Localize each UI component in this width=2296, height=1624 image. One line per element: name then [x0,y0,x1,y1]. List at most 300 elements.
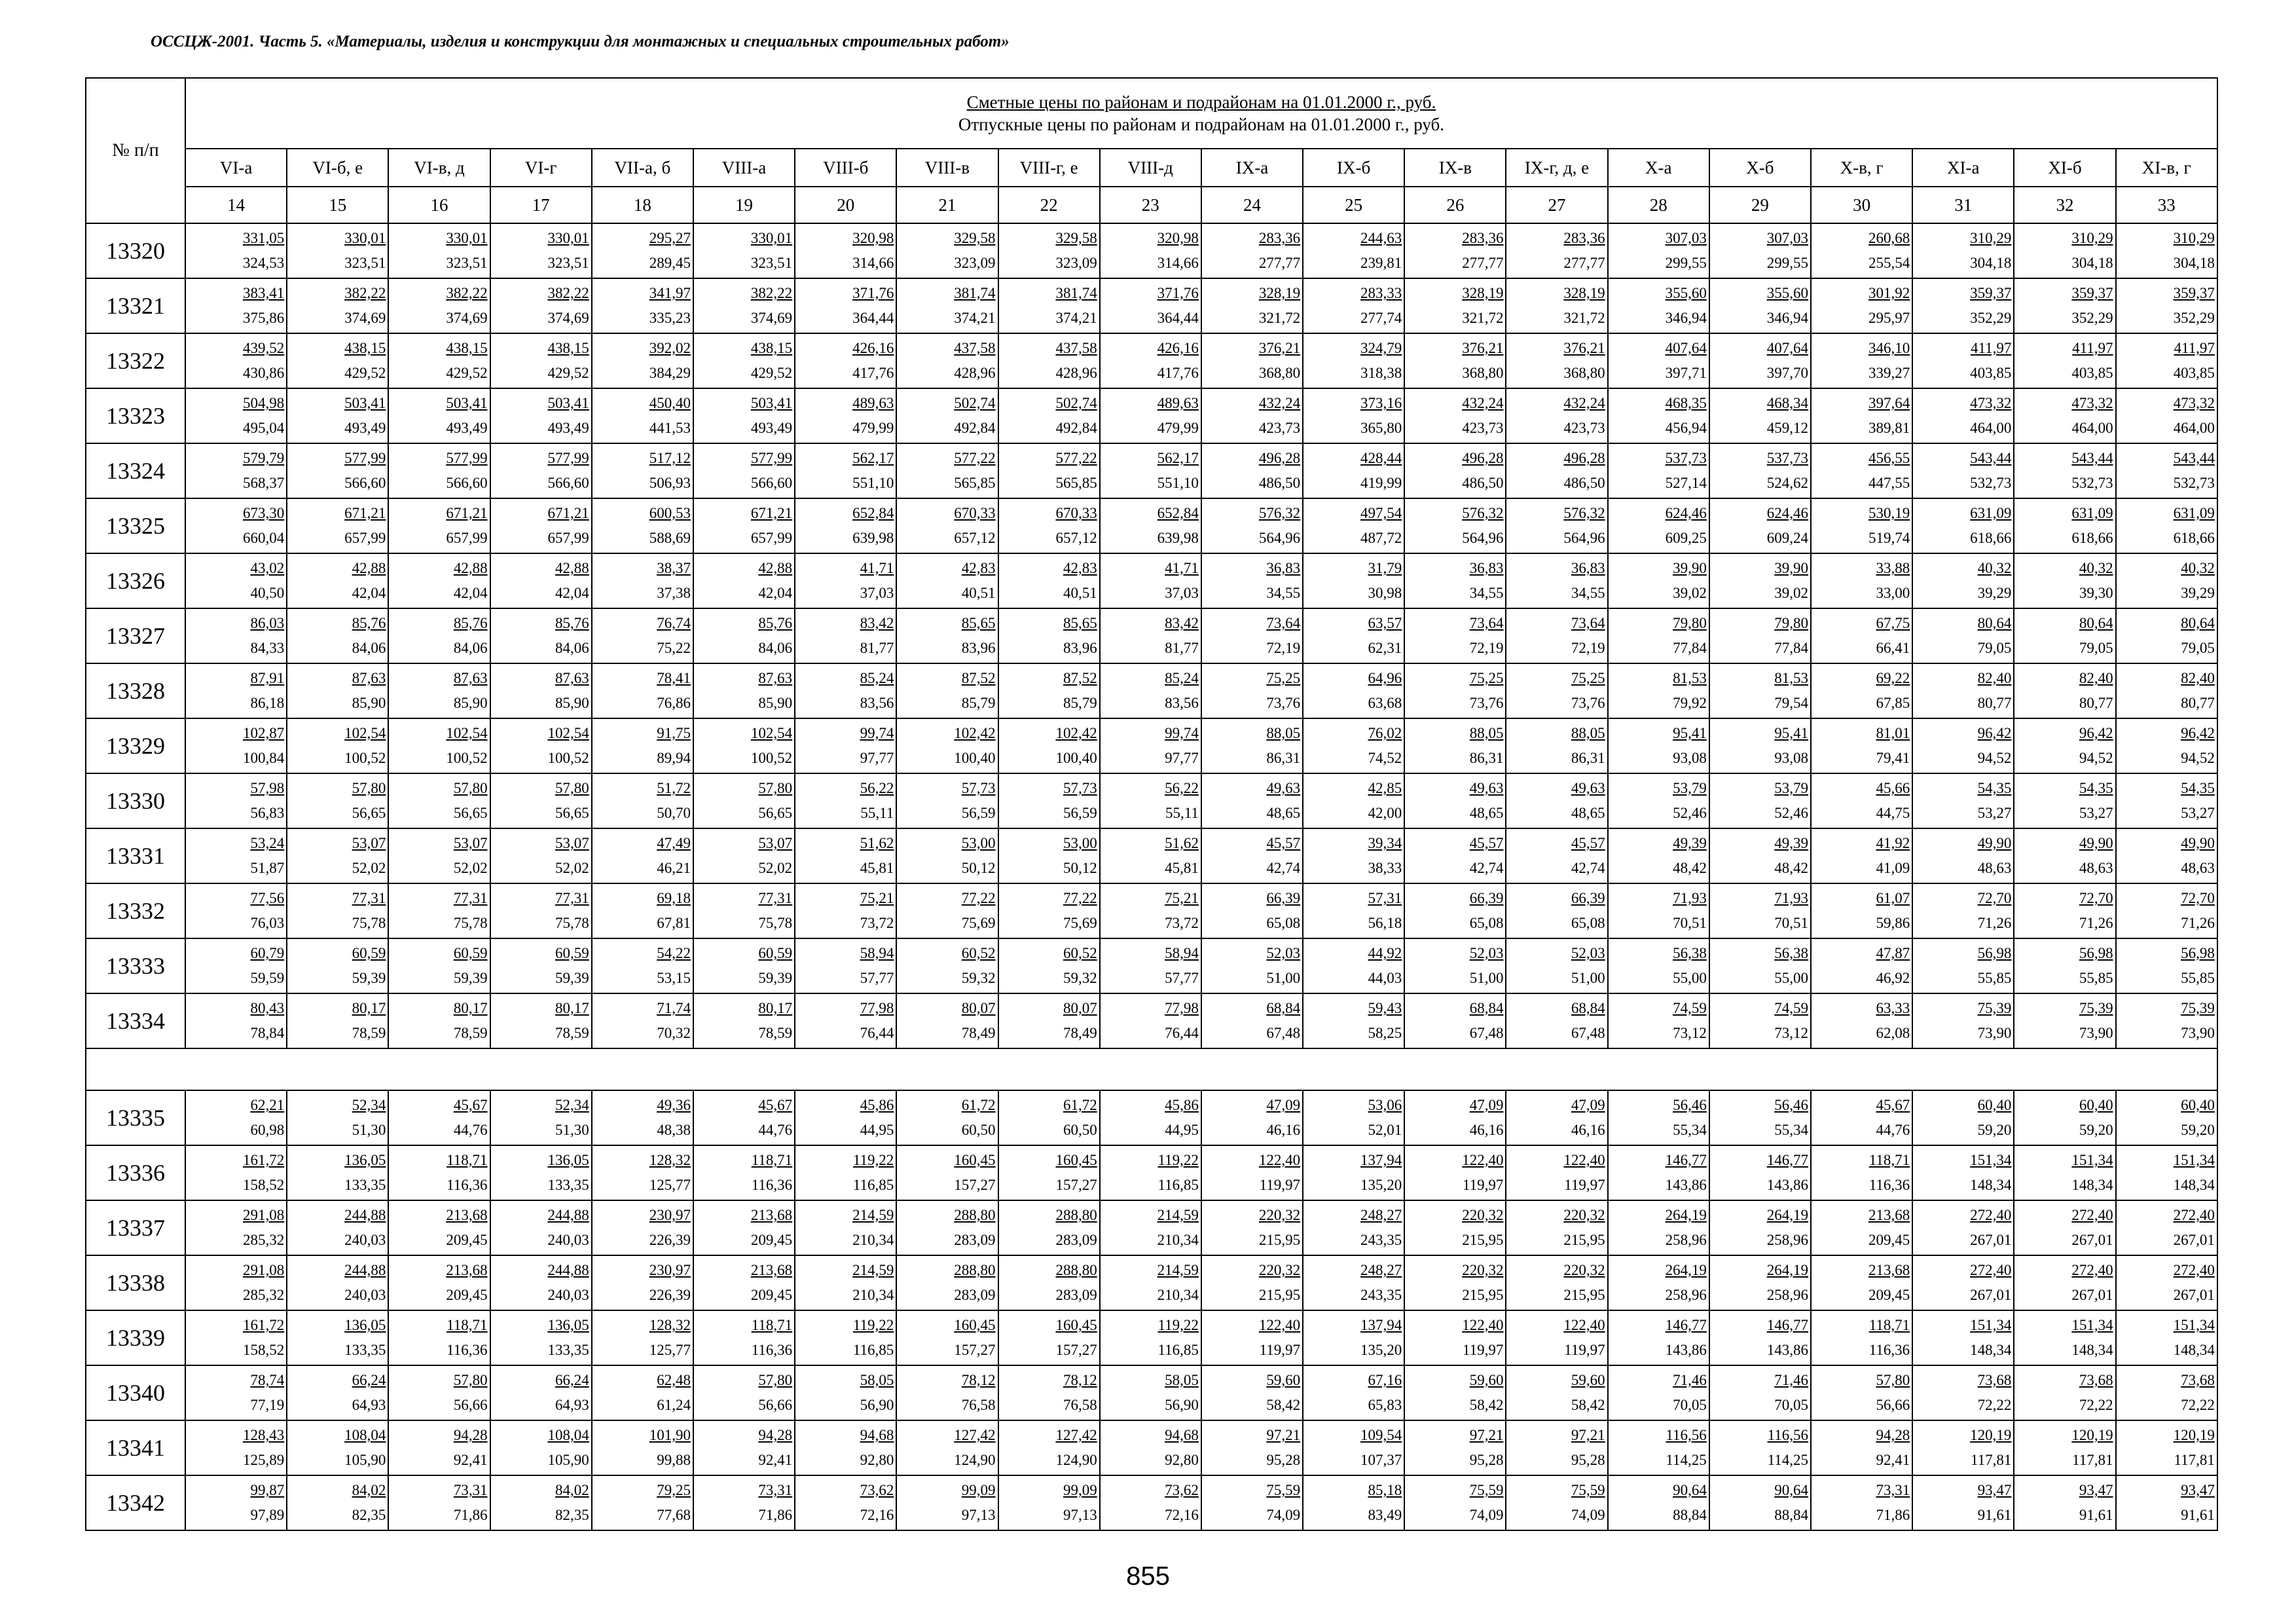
release-price: 44,03 [1368,970,1402,986]
release-price: 53,27 [1977,805,2012,821]
estimated-price: 49,36 [657,1097,691,1113]
price-cell [1100,1475,1201,1530]
estimated-price: 331,05 [242,230,285,246]
release-price: 84,06 [352,640,386,656]
estimated-price: 151,34 [2071,1317,2113,1333]
release-price: 657,99 [344,530,386,546]
estimated-price: 392,02 [649,340,691,356]
estimated-price: 151,34 [1970,1317,2012,1333]
price-cell [2014,223,2115,278]
release-price: 51,00 [1469,970,1504,986]
price-cell [592,553,693,608]
estimated-price: 355,60 [1766,285,1808,301]
price-cell [388,278,490,333]
estimated-price: 214,59 [852,1207,894,1223]
price-cell [1709,1145,1811,1200]
estimated-price: 128,43 [242,1427,285,1443]
estimated-price: 161,72 [242,1152,285,1168]
estimated-price: 128,32 [649,1152,691,1168]
price-cell [998,278,1100,333]
estimated-price: 359,37 [1970,285,2012,301]
estimated-price: 57,80 [352,780,386,796]
release-price: 79,05 [2079,640,2113,656]
estimated-price: 577,22 [1055,450,1097,466]
estimated-price: 75,25 [1469,670,1504,686]
release-price: 92,41 [453,1452,488,1468]
release-price: 226,39 [649,1287,691,1303]
release-price: 76,58 [1063,1397,1097,1413]
price-cell [998,773,1100,828]
estimated-price: 376,21 [1563,340,1605,356]
release-price: 258,96 [1766,1232,1808,1248]
price-cell [1303,828,1404,883]
estimated-price: 77,22 [1063,890,1097,906]
estimated-price: 136,05 [344,1152,386,1168]
price-cell [2014,1090,2115,1145]
release-price: 323,51 [344,255,386,271]
price-cell [1608,1200,1709,1255]
release-price: 657,99 [547,530,589,546]
price-cell [1912,883,2014,938]
estimated-price: 52,03 [1469,945,1504,961]
release-price: 285,32 [242,1287,285,1303]
release-price: 51,00 [1571,970,1605,986]
release-price: 423,73 [1563,420,1605,436]
price-cell [490,1145,592,1200]
price-cell [490,1255,592,1310]
release-price: 92,80 [860,1452,894,1468]
estimated-price: 41,92 [1876,835,1910,851]
estimated-price: 146,77 [1766,1152,1808,1168]
release-price: 52,01 [1368,1122,1402,1138]
estimated-price: 146,77 [1766,1317,1808,1333]
price-cell [1608,773,1709,828]
estimated-price: 136,05 [547,1317,589,1333]
price-cell [2014,1475,2115,1530]
estimated-price: 84,02 [352,1482,386,1498]
price-cell [2014,333,2115,388]
release-price: 368,80 [1258,365,1301,381]
price-cell [388,883,490,938]
release-price: 97,89 [250,1507,285,1523]
release-price: 283,09 [1055,1287,1097,1303]
price-cell [1912,333,2014,388]
price-cell [490,1200,592,1255]
price-cell [1201,333,1303,388]
price-cell [1404,1090,1506,1145]
row-code: 13330 [86,773,185,828]
estimated-price: 264,19 [1665,1207,1707,1223]
estimated-price: 359,37 [2071,285,2113,301]
price-cell [1709,773,1811,828]
estimated-price: 96,42 [2079,725,2113,741]
price-cell [2116,1475,2217,1530]
release-price: 430,86 [242,365,285,381]
estimated-price: 56,46 [1774,1097,1808,1113]
price-cell [1608,498,1709,553]
estimated-price: 537,73 [1766,450,1808,466]
price-cell [1303,938,1404,993]
release-price: 618,66 [2071,530,2113,546]
release-price: 51,30 [352,1122,386,1138]
release-price: 65,83 [1368,1397,1402,1413]
estimated-price: 90,64 [1673,1482,1707,1498]
release-price: 429,52 [344,365,386,381]
price-cell [1303,1310,1404,1365]
estimated-price: 230,97 [649,1207,691,1223]
release-price: 114,25 [1666,1452,1707,1468]
price-cell [388,828,490,883]
table-row [86,883,2217,938]
estimated-price: 59,60 [1469,1372,1504,1388]
release-price: 267,01 [1970,1232,2012,1248]
release-price: 116,36 [446,1342,488,1358]
price-cell [795,498,896,553]
release-price: 82,35 [555,1507,589,1523]
header-row-title [86,78,2217,149]
release-price: 239,81 [1360,255,1402,271]
district-header: X-б [1709,149,1811,187]
release-price: 429,52 [547,365,589,381]
release-price: 94,52 [2079,750,2113,766]
table-row [86,443,2217,498]
price-cell [592,498,693,553]
estimated-price: 382,22 [446,285,488,301]
release-price: 64,93 [352,1397,386,1413]
price-cell [1201,608,1303,663]
estimated-price: 543,44 [2173,450,2215,466]
estimated-price: 473,32 [1970,395,2012,411]
price-cell [2116,333,2217,388]
price-cell [1811,938,1912,993]
estimated-price: 49,63 [1469,780,1504,796]
price-cell [896,773,998,828]
release-price: 100,52 [750,750,793,766]
estimated-price: 36,83 [1266,560,1301,576]
price-cell [1811,993,1912,1048]
price-cell [490,1420,592,1475]
release-price: 59,20 [1977,1122,2012,1138]
estimated-price: 160,45 [1055,1152,1097,1168]
release-price: 428,96 [1055,365,1097,381]
price-cell [896,333,998,388]
price-cell [287,1420,388,1475]
price-cell [896,993,998,1048]
release-price: 63,68 [1368,695,1402,711]
price-cell [795,718,896,773]
estimated-price: 76,02 [1368,725,1402,741]
title-release-prices: Отпускные цены по районам и подрайонам на 01.01.2000 г., руб. [958,115,1444,134]
release-price: 67,48 [1571,1025,1605,1041]
release-price: 48,63 [2079,860,2113,876]
release-price: 158,52 [242,1177,285,1193]
estimated-price: 56,98 [1977,945,2012,961]
release-price: 532,73 [2071,475,2113,491]
price-cell [287,773,388,828]
release-price: 283,09 [954,1232,996,1248]
estimated-price: 57,73 [961,780,996,796]
release-price: 72,16 [1165,1507,1199,1523]
estimated-price: 504,98 [242,395,285,411]
price-cell [2014,663,2115,718]
district-header: VI-в, д [388,149,490,187]
release-price: 566,60 [344,475,386,491]
estimated-price: 42,83 [961,560,996,576]
estimated-price: 56,98 [2181,945,2215,961]
estimated-price: 51,62 [860,835,894,851]
release-price: 339,27 [1868,365,1910,381]
price-cell [693,333,795,388]
price-cell [896,1255,998,1310]
release-price: 267,01 [1970,1287,2012,1303]
release-price: 157,27 [1055,1177,1097,1193]
price-cell [1100,223,1201,278]
price-cell [1404,278,1506,333]
estimated-price: 85,65 [1063,615,1097,631]
row-code: 13339 [86,1310,185,1365]
row-code: 13333 [86,938,185,993]
price-cell [1912,223,2014,278]
release-price: 375,86 [242,310,285,326]
price-cell [1303,1365,1404,1420]
estimated-price: 88,05 [1266,725,1301,741]
price-cell [2116,993,2217,1048]
estimated-price: 432,24 [1462,395,1504,411]
column-number: 15 [287,187,388,223]
release-price: 417,76 [852,365,894,381]
price-cell [388,1310,490,1365]
price-cell [693,1090,795,1145]
column-number: 19 [693,187,795,223]
price-cell [896,553,998,608]
release-price: 56,18 [1368,915,1402,931]
price-cell [998,443,1100,498]
release-price: 92,80 [1165,1452,1199,1468]
price-cell [693,1255,795,1310]
estimated-price: 120,19 [1970,1427,2012,1443]
release-price: 124,90 [954,1452,996,1468]
estimated-price: 432,24 [1258,395,1301,411]
price-cell [592,883,693,938]
price-cell [2116,608,2217,663]
title-estimated-prices: Сметные цены по районам и подрайонам на 01.01.2000 г., руб. [966,92,1436,112]
release-price: 125,89 [242,1452,285,1468]
district-header: XI-в, г [2116,149,2217,187]
estimated-price: 66,39 [1571,890,1605,906]
release-price: 59,39 [352,970,386,986]
estimated-price: 77,31 [555,890,589,906]
column-number: 18 [592,187,693,223]
price-cell [2116,828,2217,883]
price-cell [1404,443,1506,498]
estimated-price: 411,97 [2072,340,2113,356]
release-price: 135,20 [1360,1342,1402,1358]
estimated-price: 40,32 [2181,560,2215,576]
price-cell [1100,1310,1201,1365]
price-cell [2116,718,2217,773]
estimated-price: 537,73 [1665,450,1707,466]
release-price: 56,66 [453,1397,488,1413]
estimated-price: 468,35 [1665,395,1707,411]
price-cell [693,773,795,828]
release-price: 277,74 [1360,310,1402,326]
price-cell [1811,553,1912,608]
price-cell [185,443,287,498]
price-cell [1201,278,1303,333]
table-row [86,553,2217,608]
estimated-price: 57,80 [1876,1372,1910,1388]
release-price: 73,90 [1977,1025,2012,1041]
release-price: 86,31 [1571,750,1605,766]
estimated-price: 109,54 [1360,1427,1402,1443]
estimated-price: 272,40 [2173,1207,2215,1223]
estimated-price: 56,38 [1774,945,1808,961]
price-cell [1303,773,1404,828]
estimated-price: 671,21 [750,505,793,521]
price-cell [592,1090,693,1145]
column-number: 14 [185,187,287,223]
release-price: 125,77 [649,1177,691,1193]
price-cell [1811,1145,1912,1200]
release-price: 116,36 [751,1177,793,1193]
release-price: 72,16 [860,1507,894,1523]
release-price: 389,81 [1868,420,1910,436]
price-cell [1201,773,1303,828]
price-cell [1303,1145,1404,1200]
release-price: 346,94 [1766,310,1808,326]
price-cell [1404,553,1506,608]
estimated-price: 75,39 [2181,1000,2215,1016]
table-row [86,333,2217,388]
column-number: 33 [2116,187,2217,223]
estimated-price: 73,68 [2079,1372,2113,1388]
release-price: 72,19 [1571,640,1605,656]
row-code: 13336 [86,1145,185,1200]
estimated-price: 307,03 [1766,230,1808,246]
price-cell [693,1420,795,1475]
row-code: 13327 [86,608,185,663]
estimated-price: 73,31 [1876,1482,1910,1498]
price-cell [1303,278,1404,333]
estimated-price: 45,57 [1571,835,1605,851]
price-cell [795,883,896,938]
price-cell [2116,553,2217,608]
release-price: 304,18 [2071,255,2113,271]
price-cell [185,553,287,608]
price-cell [1608,1310,1709,1365]
estimated-price: 77,31 [352,890,386,906]
price-cell [795,993,896,1048]
release-price: 148,34 [1970,1177,2012,1193]
release-price: 240,03 [547,1287,589,1303]
release-price: 283,09 [954,1287,996,1303]
district-header: IX-а [1201,149,1303,187]
release-price: 493,49 [750,420,793,436]
release-price: 215,95 [1462,1287,1504,1303]
release-price: 609,25 [1665,530,1707,546]
estimated-price: 80,17 [453,1000,488,1016]
release-price: 429,52 [750,365,793,381]
release-price: 403,85 [1970,365,2012,381]
row-code: 13322 [86,333,185,388]
release-price: 486,50 [1563,475,1605,491]
estimated-price: 60,59 [758,945,793,961]
price-cell [1506,1420,1607,1475]
release-price: 55,85 [2079,970,2113,986]
estimated-price: 87,63 [758,670,793,686]
estimated-price: 40,32 [1977,560,2012,576]
estimated-price: 428,44 [1360,450,1402,466]
release-price: 59,20 [2181,1122,2215,1138]
estimated-price: 73,62 [1165,1482,1199,1498]
estimated-price: 60,40 [2181,1097,2215,1113]
estimated-price: 503,41 [446,395,488,411]
table-row [86,938,2217,993]
estimated-price: 330,01 [750,230,793,246]
estimated-price: 579,79 [242,450,285,466]
estimated-price: 51,62 [1165,835,1199,851]
price-cell [1608,828,1709,883]
estimated-price: 81,53 [1673,670,1707,686]
estimated-price: 432,24 [1563,395,1605,411]
price-cell [185,993,287,1048]
release-price: 55,00 [1673,970,1707,986]
estimated-price: 160,45 [954,1317,996,1333]
release-price: 56,59 [961,805,996,821]
release-price: 91,61 [2181,1507,2215,1523]
price-cell [592,1475,693,1530]
estimated-price: 75,25 [1266,670,1301,686]
estimated-price: 75,39 [2079,1000,2113,1016]
column-number: 28 [1608,187,1709,223]
release-price: 44,95 [1165,1122,1199,1138]
release-price: 76,03 [250,915,285,931]
release-price: 30,98 [1368,585,1402,601]
release-price: 493,49 [446,420,488,436]
estimated-price: 47,09 [1266,1097,1301,1113]
estimated-price: 53,79 [1774,780,1808,796]
release-price: 566,60 [547,475,589,491]
release-price: 209,45 [1868,1287,1910,1303]
release-price: 59,59 [250,970,285,986]
table-row [86,278,2217,333]
release-price: 55,11 [860,805,894,821]
price-cell [185,333,287,388]
price-cell [998,553,1100,608]
price-cell [693,388,795,443]
release-price: 133,35 [547,1177,589,1193]
estimated-price: 76,74 [657,615,691,631]
estimated-price: 437,58 [954,340,996,356]
release-price: 70,05 [1673,1397,1707,1413]
estimated-price: 397,64 [1868,395,1910,411]
estimated-price: 118,71 [751,1317,793,1333]
price-cell [1912,553,2014,608]
release-price: 67,48 [1266,1025,1301,1041]
price-cell [998,1200,1100,1255]
estimated-price: 381,74 [1055,285,1097,301]
price-cell [287,718,388,773]
release-price: 38,33 [1368,860,1402,876]
column-number: 31 [1912,187,2014,223]
release-price: 46,16 [1266,1122,1301,1138]
release-price: 58,42 [1266,1397,1301,1413]
release-price: 564,96 [1563,530,1605,546]
price-cell [795,1475,896,1530]
price-cell [1608,1475,1709,1530]
price-cell [795,773,896,828]
price-cell [388,608,490,663]
